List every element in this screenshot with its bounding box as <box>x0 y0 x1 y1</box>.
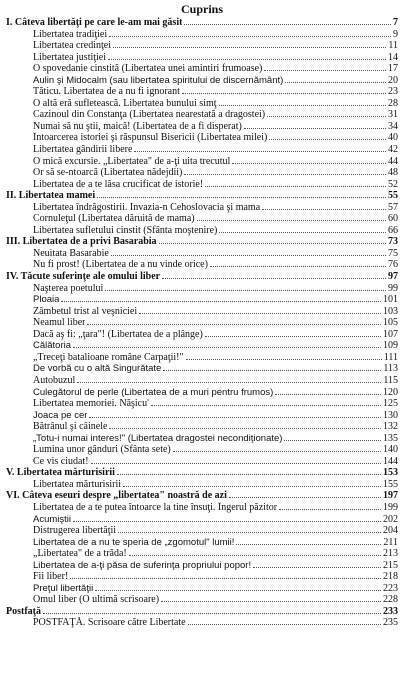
toc-entry <box>6 306 398 318</box>
page-title: Cuprins <box>180 2 224 16</box>
toc-entry-title: II. Libertatea mamei <box>6 190 96 202</box>
dot-leader <box>284 440 381 441</box>
dot-leader <box>285 82 386 83</box>
dot-leader <box>109 36 391 37</box>
toc-entry <box>6 29 398 41</box>
toc-entry-title: Bătrânul şi câinele <box>33 421 108 433</box>
toc-entry <box>6 202 398 214</box>
toc-entry-title: Omul liber (O ultimă scrisoare) <box>33 594 160 606</box>
toc-page-number: 17 <box>388 63 398 75</box>
toc-entry-title: I. Câteva libertăţi pe care le-am mai găsit <box>6 17 183 28</box>
dot-leader <box>279 509 381 510</box>
toc-section-heading <box>6 190 398 202</box>
toc-entry-title: Culegătorul de perle (Libertatea de a muri pentru frumos) <box>33 386 274 398</box>
toc-entry <box>6 52 398 64</box>
toc-page-number: 211 <box>383 536 398 548</box>
toc-page-number: 48 <box>388 167 398 179</box>
dot-leader <box>262 209 386 210</box>
toc-page-number: 97 <box>388 271 398 283</box>
toc-page-number: 73 <box>388 236 398 248</box>
dot-leader <box>61 301 381 302</box>
toc-entry <box>6 98 398 110</box>
toc-entry-title: Numai să nu ştii, maică! (Libertatea de a fi disperat) <box>33 120 242 132</box>
toc-page-number: 55 <box>388 190 398 202</box>
toc-entry <box>6 433 398 445</box>
toc-page-number: 11 <box>388 40 398 52</box>
toc-page-number: 20 <box>388 74 398 86</box>
toc-entry-title: Lumina unor gânduri (Sfânta sete) <box>33 444 171 456</box>
toc-page-number: 107 <box>383 328 398 340</box>
toc-section-heading <box>6 271 398 283</box>
toc-entry-title: O spovedanie cinstită (Libertatea unei amintiri frumoase) <box>33 63 263 75</box>
toc-entry-title: Libertatea de a te putea întoarce la tine însuţi. Îngerul păzitor <box>33 501 278 513</box>
dot-leader <box>70 578 381 579</box>
dot-leader <box>269 139 386 140</box>
toc-entry-title: Preţul libertăţii <box>33 582 94 594</box>
dot-leader <box>173 451 381 452</box>
toc-page-number: 31 <box>388 109 398 121</box>
toc-page-number: 103 <box>383 305 398 317</box>
toc-page-number: 135 <box>383 432 398 444</box>
toc-entry <box>6 317 398 329</box>
toc-page-number: 215 <box>383 559 398 571</box>
toc-section-heading <box>6 490 398 502</box>
toc-entry-title: Fii liber! <box>33 571 69 583</box>
toc-entry-title: De vorbă cu o altă Singurătate <box>33 363 162 375</box>
toc-entry <box>6 444 398 456</box>
toc-entry <box>6 132 398 144</box>
toc-page-number: 14 <box>388 51 398 63</box>
toc-page-number: 125 <box>383 398 398 410</box>
toc-page-number: 101 <box>383 294 398 306</box>
toc-entry <box>6 352 398 364</box>
toc-page-number: 75 <box>388 247 398 259</box>
dot-leader <box>123 486 381 487</box>
toc-section-heading <box>6 17 398 29</box>
toc-section-heading <box>6 236 398 248</box>
dot-leader <box>229 497 381 498</box>
dot-leader <box>95 590 381 591</box>
toc-entry <box>6 40 398 52</box>
toc-entry <box>6 363 398 375</box>
toc-entry <box>6 502 398 514</box>
toc-entry <box>6 594 398 606</box>
dot-leader <box>111 255 386 256</box>
toc-entry <box>6 410 398 422</box>
dot-leader <box>184 24 391 25</box>
toc-page-number: 76 <box>388 259 398 271</box>
toc-entry-title: Cornuleţul (Libertatea dăruită de mama) <box>33 213 195 225</box>
toc-page-number: 218 <box>383 571 398 583</box>
toc-page-number: 199 <box>383 501 398 513</box>
toc-entry <box>6 167 398 179</box>
toc-page-number: 66 <box>388 224 398 236</box>
toc-page-number: 130 <box>383 409 398 421</box>
toc-entry <box>6 75 398 87</box>
dot-leader <box>162 278 386 279</box>
dot-leader <box>108 59 386 60</box>
toc-entry <box>6 548 398 560</box>
dot-leader <box>205 336 381 337</box>
dot-leader <box>151 405 381 406</box>
toc-entry <box>6 225 398 237</box>
toc-entry-title: Postfaţă <box>6 605 41 617</box>
toc-section-heading <box>6 467 398 479</box>
toc-entry-title: Aulin şi Midocalm (sau libertatea spiritului de discernământ) <box>33 74 284 86</box>
toc-page-number: 40 <box>388 132 398 144</box>
toc-page-number: 202 <box>383 513 398 525</box>
toc-entry-title: Joaca pe cer <box>33 409 88 421</box>
toc-entry-title: Libertatea de a te lăsa crucificat de istorie! <box>33 178 204 190</box>
toc-page-number: 52 <box>388 178 398 190</box>
dot-leader <box>77 382 381 383</box>
dot-leader <box>188 624 381 625</box>
toc-entry-title: Dacă aş fi: „ţara"! (Libertatea de a plânge) <box>33 328 203 340</box>
toc-page-number: 235 <box>383 617 398 629</box>
dot-leader <box>267 116 386 117</box>
dot-leader <box>186 359 382 360</box>
toc-entry-title: Libertatea tradiţiei <box>33 28 108 40</box>
toc-entry-title: Nu fi prost! (Libertatea de a nu vinde orice) <box>33 259 208 271</box>
toc-entry-title: V. Libertatea mărturisirii <box>6 467 115 479</box>
toc-page-number: 99 <box>388 282 398 294</box>
dot-leader <box>219 232 386 233</box>
toc-entry-title: POSTFAŢĂ. Scrisoare către Libertate <box>33 617 186 629</box>
dot-leader <box>118 532 381 533</box>
toc-page-number: 23 <box>388 86 398 98</box>
toc-page-number: 197 <box>383 490 398 502</box>
dot-leader <box>161 601 381 602</box>
dot-leader <box>117 474 381 475</box>
table-of-contents <box>6 17 398 629</box>
toc-section-heading <box>6 606 398 618</box>
toc-entry <box>6 537 398 549</box>
toc-entry-title: „Libertatea" de a trăda! <box>33 548 127 560</box>
toc-entry <box>6 456 398 468</box>
toc-entry-title: Or să se-ntoarcă (Libertatea nădejdii) <box>33 167 183 179</box>
toc-entry <box>6 156 398 168</box>
toc-entry <box>6 421 398 433</box>
toc-entry <box>6 479 398 491</box>
toc-entry-title: Întoarcerea istoriei şi răspunsul Bisericii (Libertatea milei) <box>33 132 268 144</box>
toc-entry-title: Naşterea poetului <box>33 282 104 294</box>
dot-leader <box>139 313 381 314</box>
dot-leader <box>232 163 386 164</box>
toc-entry-title: „Totu-i numai interes!" (Libertatea dragostei necondiţionate) <box>33 432 283 444</box>
dot-leader <box>275 394 381 395</box>
toc-entry <box>6 109 398 121</box>
toc-entry <box>6 283 398 295</box>
toc-entry <box>6 144 398 156</box>
toc-page-number: 44 <box>388 155 398 167</box>
toc-entry <box>6 617 398 629</box>
toc-page-number: 113 <box>383 363 398 375</box>
toc-entry-title: Libertatea memoriei. Năşicu' <box>33 398 149 410</box>
toc-entry-title: Neuitata Basarabie <box>33 247 109 259</box>
dot-leader <box>134 151 386 152</box>
toc-entry <box>6 387 398 399</box>
toc-entry <box>6 398 398 410</box>
toc-entry-title: Libertatea credinţei <box>33 40 112 52</box>
dot-leader <box>205 186 386 187</box>
toc-entry-title: Libertatea îndrăgostirii. Invazia-n Cehoslovacia şi mama <box>33 201 261 213</box>
toc-entry-title: Călătoria <box>33 340 72 352</box>
toc-entry-title: III. Libertatea de a privi Basarabia <box>6 236 157 248</box>
dot-leader <box>163 370 381 371</box>
toc-page-number: 228 <box>383 594 398 606</box>
dot-leader <box>73 347 381 348</box>
toc-entry <box>6 213 398 225</box>
toc-entry <box>6 294 398 306</box>
dot-leader <box>87 324 381 325</box>
dot-leader <box>197 220 386 221</box>
toc-entry-title: Neamul liber <box>33 317 86 329</box>
dot-leader <box>159 243 386 244</box>
toc-page-number: 144 <box>383 455 398 467</box>
toc-entry <box>6 248 398 260</box>
toc-entry <box>6 329 398 341</box>
toc-entry <box>6 121 398 133</box>
toc-entry-title: „Treceţi batalioane române Carpaţii!" <box>33 351 184 363</box>
toc-page-number: 140 <box>383 444 398 456</box>
toc-page-number: 153 <box>383 467 398 479</box>
toc-entry <box>6 179 398 191</box>
dot-leader <box>184 174 386 175</box>
toc-page-number: 109 <box>383 340 398 352</box>
toc-entry-title: Libertatea de a-ţi păsa de suferinţa propriului popor! <box>33 559 252 571</box>
toc-entry <box>6 86 398 98</box>
toc-entry <box>6 340 398 352</box>
dot-leader <box>43 613 381 614</box>
toc-entry-title: VI. Câteva eseuri despre „libertatea" noastră de azi <box>6 490 227 502</box>
toc-page-number: 105 <box>383 317 398 329</box>
toc-entry <box>6 514 398 526</box>
toc-entry-title: Ploaia <box>33 294 60 306</box>
toc-entry-title: Zâmbetul trist al veşniciei <box>33 305 138 317</box>
toc-page-number: 34 <box>388 120 398 132</box>
toc-page-number: 204 <box>383 525 398 537</box>
toc-entry-title: Acumiştii <box>33 513 72 525</box>
toc-entry-title: Cazinoul din Constanţa (Libertatea nearestată a dragostei) <box>33 109 266 121</box>
toc-page-number: 42 <box>388 144 398 156</box>
toc-page-number: 7 <box>393 17 398 28</box>
dot-leader <box>109 428 381 429</box>
dot-leader <box>97 197 386 198</box>
toc-page-number: 111 <box>383 351 398 363</box>
toc-entry-title: Distrugerea libertăţii <box>33 525 117 537</box>
dot-leader <box>219 105 386 106</box>
dot-leader <box>129 555 381 556</box>
toc-page-number: 132 <box>383 421 398 433</box>
dot-leader <box>89 417 381 418</box>
toc-entry-title: Libertatea mărturisirii <box>33 478 122 490</box>
toc-entry <box>6 560 398 572</box>
toc-entry-title: O mică excursie. „Libertatea" de a-ţi uita trecutul <box>33 155 231 167</box>
toc-entry-title: Libertatea justiţiei <box>33 51 107 63</box>
dot-leader <box>113 47 386 48</box>
toc-entry-title: Libertatea de a nu te speria de „zgomotul" lumii! <box>33 536 235 548</box>
toc-page-number: 223 <box>383 582 398 594</box>
dot-leader <box>244 128 386 129</box>
dot-leader <box>210 266 386 267</box>
toc-page-number: 155 <box>383 478 398 490</box>
toc-entry-title: Ce vis ciudat! <box>33 455 89 467</box>
dot-leader <box>73 521 381 522</box>
toc-entry <box>6 583 398 595</box>
dot-leader <box>182 93 386 94</box>
dot-leader <box>236 544 381 545</box>
toc-entry <box>6 63 398 75</box>
dot-leader <box>264 70 386 71</box>
toc-entry-title: Libertatea sufletului cinstit (Sfânta moştenire) <box>33 224 218 236</box>
toc-page-number: 115 <box>383 374 398 386</box>
toc-entry-title: Autobuzul <box>33 374 76 386</box>
toc-page-number: 233 <box>383 605 398 617</box>
toc-entry-title: Tăticu. Libertatea de a nu fi ignorant <box>33 86 180 98</box>
toc-entry <box>6 571 398 583</box>
dot-leader <box>253 567 381 568</box>
toc-page-number: 28 <box>388 97 398 109</box>
toc-page-number: 120 <box>383 386 398 398</box>
toc-entry <box>6 525 398 537</box>
toc-entry <box>6 259 398 271</box>
dot-leader <box>91 463 381 464</box>
toc-entry-title: O altă eră sufletească. Libertatea bunului simţ <box>33 97 217 109</box>
toc-entry <box>6 375 398 387</box>
toc-entry-title: IV. Tăcute suferinţe ale omului liber <box>6 271 161 283</box>
toc-page-number: 60 <box>388 213 398 225</box>
toc-page-number: 213 <box>383 548 398 560</box>
dot-leader <box>105 290 386 291</box>
toc-entry-title: Libertatea gândirii libere <box>33 144 133 156</box>
toc-page-number: 57 <box>388 201 398 213</box>
toc-page-number: 9 <box>393 28 398 40</box>
